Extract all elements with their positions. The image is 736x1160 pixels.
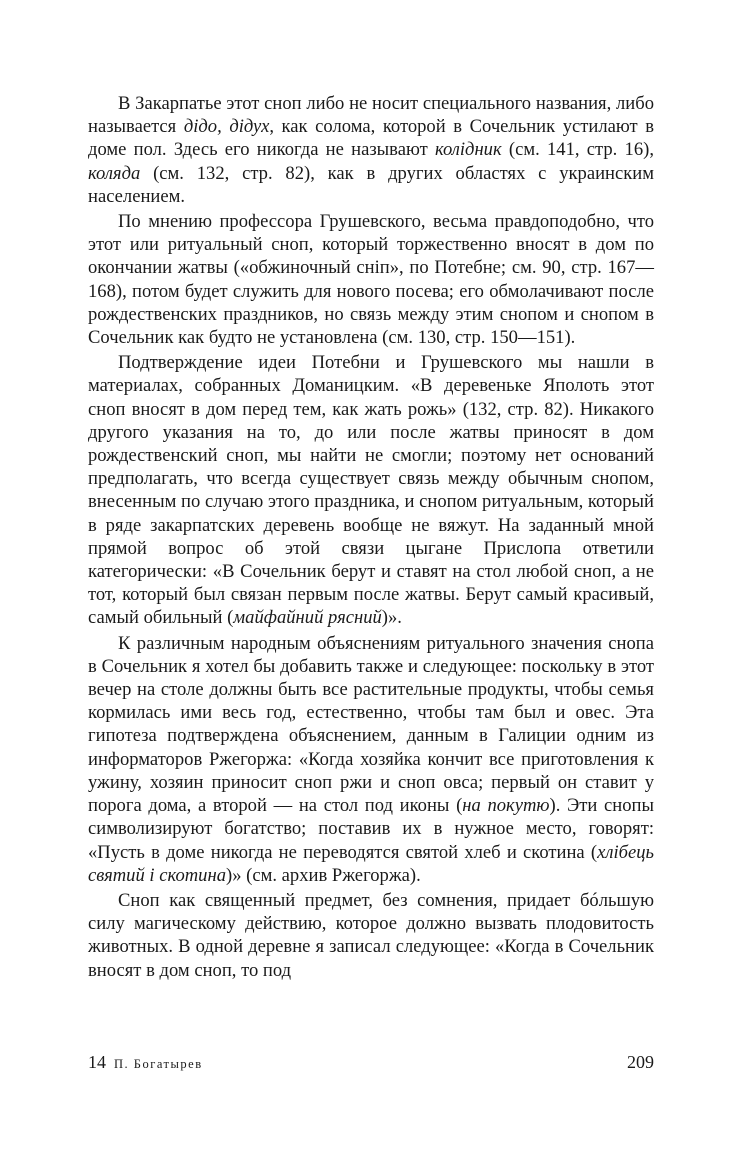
text-run: , как солома, которой в Сочельник устилают в доме пол. Здесь его никогда не называют	[88, 116, 654, 161]
paragraph	[88, 632, 654, 887]
italic-term: майфайний рясний	[233, 607, 382, 629]
text-run: (см. 132, стр. 82), как в других областях с украинским населением.	[88, 162, 654, 207]
text-run: По мнению профессора Грушевского, весьма правдоподобно, что этот или ритуальный сноп, который торжественно вносят в дом по окончании жатвы («обжиночный сніп», по Потебне; см. 90, стр. 167—168), потом будет служить для нового посева; его обмолачивают после рождественских праздников, но связь между этим снопом и снопом в Сочельник как будто не установлена (см. 130, стр. 150—151).	[88, 211, 654, 349]
text-run: Сноп как священный предмет, без сомнения, придает бóльшую силу магическому действию, которое должно вызвать плодовитость животных. В одной деревне я записал следующее: «Когда в Сочельник вносят в дом сноп, то под	[88, 889, 654, 981]
signature-number: 14	[88, 1052, 106, 1072]
printer-signature	[88, 1052, 203, 1073]
italic-term: коляда	[88, 162, 141, 184]
paragraph	[88, 351, 654, 629]
paragraph	[88, 889, 654, 982]
text-run: ). Эти снопы символизируют богатство; поставив их в нужное место, говорят: «Пусть в доме никогда не переводятся святой хлеб и скотина (	[88, 795, 654, 863]
paragraph	[88, 92, 654, 208]
italic-term: на покутю	[462, 795, 550, 817]
body-text	[88, 92, 654, 982]
text-run: К различным народным объяснениям ритуального значения снопа в Сочельник я хотел бы добавить также и следующее: поскольку в этот вечер на столе должны быть все растительные продукты, чтобы семья кормилась ими весь год, естественно, чтобы там был и овес. Эта гипотеза подтверждена объяснением, данным в Галиции одним из информаторов Ржегоржа: «Когда хозяйка кончит все приготовления к ужину, хозяин приносит сноп ржи и сноп овса; первый он ставит у порога дома, а второй — на стол под иконы (	[88, 632, 654, 817]
page-number: 209	[627, 1052, 654, 1072]
italic-term: колідник	[434, 139, 502, 161]
italic-term: дідо, дідух	[183, 116, 270, 138]
signature-author: П. Богатырев	[114, 1057, 203, 1071]
text-run: В Закарпатье этот сноп либо не носит специального названия, либо называется	[88, 93, 654, 138]
text-run: )».	[381, 607, 402, 629]
text-run: )» (см. архив Ржегоржа).	[226, 864, 421, 886]
italic-term: хлібець святий і скотина	[88, 841, 654, 886]
text-run: (см. 141, стр. 16),	[501, 139, 654, 161]
text-run: Подтверждение идеи Потебни и Грушевского мы нашли в материалах, собранных Доманицким. «В деревеньке Яполоть этот сноп вносят в дом перед тем, как жать рожь» (132, стр. 82). Никакого другого указания на то, до или после жатвы приносят в дом рождественский сноп, мы найти не смогли; поэтому нет оснований предполагать, что всегда существует связь между обычным снопом, внесенным по случаю этого праздника, и снопом ритуальным, который в ряде закарпатских деревень вообще не вяжут. На заданный мной прямой вопрос об этой связи цыгане Прислопа ответили категорически: «В Сочельник берут и ставят на стол любой сноп, а не тот, который был связан первым после жатвы. Берут самый красивый, самый обильный (	[88, 352, 654, 629]
paragraph	[88, 210, 654, 349]
page-footer	[88, 1052, 654, 1073]
